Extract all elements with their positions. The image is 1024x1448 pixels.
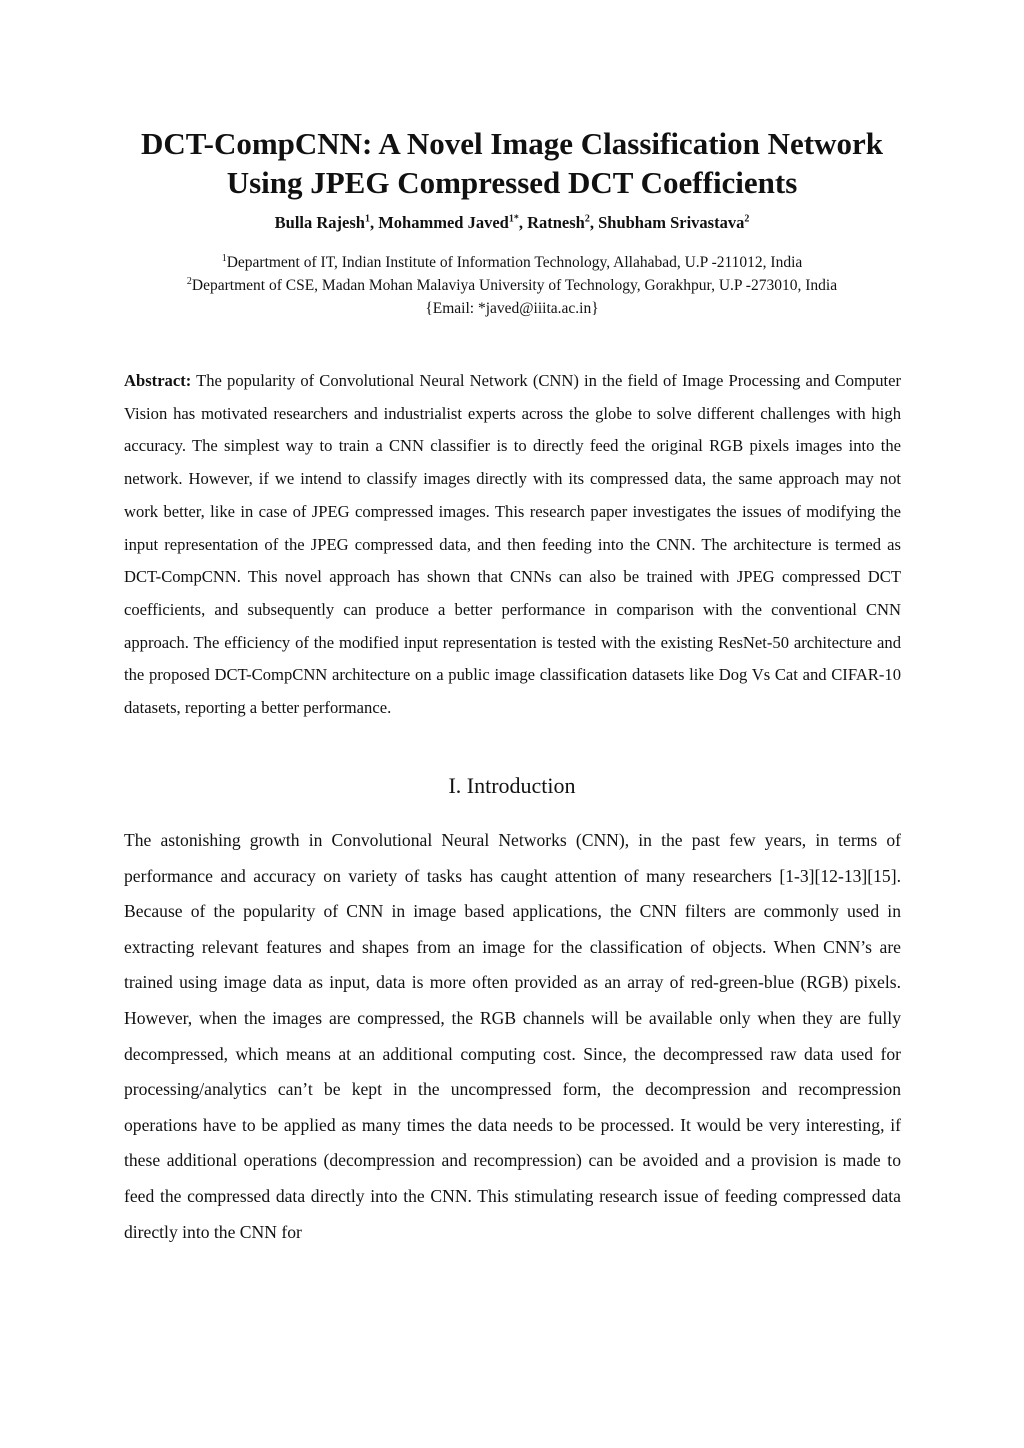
affiliation-mark: 1: [221, 252, 227, 264]
affiliation-text: Department of CSE, Madan Mohan Malaviya University of Technology, Gorakhpur, U.P -273010, India: [191, 277, 838, 294]
author-name: Mohammed Javed: [378, 213, 509, 232]
contact-email: {Email: *javed@iiita.ac.in}: [425, 300, 599, 317]
abstract-text: The popularity of Convolutional Neural Network (CNN) in the field of Image Processing and Computer Vision has motivated researchers and industrialist experts across the globe to solve different challenges with high accuracy. The simplest way to train a CNN classifier is to directly feed the original RGB pixels images into the network. However, if we intend to classify images directly with its compressed data, the same approach may not work better, like in case of JPEG compressed images. This research paper investigates the issues of modifying the input representation of the JPEG compressed data, and then feeding into the CNN. The architecture is termed as DCT-CompCNN. This novel approach has shown that CNNs can also be trained with JPEG compressed DCT coefficients, and subsequently can produce a better performance in comparison with the conventional CNN approach. The efficiency of the modified input representation is tested with the existing ResNet-50 architecture and the proposed DCT-CompCNN architecture on a public image classification datasets like Dog Vs Cat and CIFAR-10 datasets, reporting a better performance.: [124, 371, 901, 718]
author-separator: ,: [369, 213, 379, 232]
author-affiliation-mark: 1: [364, 213, 370, 225]
author-name: Bulla Rajesh: [274, 213, 365, 232]
paper-title: [80, 124, 944, 202]
paper-title-line-1: DCT-CompCNN: A Novel Image Classification Network: [141, 126, 883, 161]
author-name: Ratnesh: [527, 213, 585, 232]
affiliation-line: [80, 251, 944, 274]
abstract: [124, 365, 901, 725]
author-affiliation-mark: 2: [744, 213, 750, 225]
affiliation-text: Department of IT, Indian Institute of Information Technology, Allahabad, U.P -211012, India: [226, 254, 803, 271]
author-list: [80, 212, 944, 234]
affiliation-block: [80, 251, 944, 320]
author-separator: ,: [589, 213, 599, 232]
author-name: Shubham Srivastava: [598, 213, 745, 232]
abstract-label: Abstract:: [124, 371, 192, 390]
section-heading: I. Introduction: [448, 773, 576, 798]
author-affiliation-mark: 1*: [508, 213, 519, 225]
affiliation-mark: 2: [186, 275, 192, 287]
author-separator: ,: [518, 213, 528, 232]
paper-title-line-2: Using JPEG Compressed DCT Coefficients: [226, 165, 798, 200]
introduction-paragraph: The astonishing growth in Convolutional Neural Networks (CNN), in the past few years, in terms of performance and accuracy on variety of tasks has caught attention of many researchers [1-3][12-13][15]. Because of the popularity of CNN in image based applications, the CNN filters are commonly used in extracting relevant features and shapes from an image for the classification of objects. When CNN’s are trained using image data as input, data is more often provided as an array of red-green-blue (RGB) pixels. However, when the images are compressed, the RGB channels will be available only when they are fully decompressed, which means at an additional computing cost. Since, the decompressed raw data used for processing/analytics can’t be kept in the uncompressed form, the decompression and recompression operations have to be applied as many times the data needs to be processed. It would be very interesting, if these additional operations (decompression and recompression) can be avoided and a provision is made to feed the compressed data directly into the CNN. This stimulating research issue of feeding compressed data directly into the CNN for: [124, 830, 901, 1242]
author-affiliation-mark: 2: [584, 213, 590, 225]
affiliation-line: [80, 274, 944, 297]
